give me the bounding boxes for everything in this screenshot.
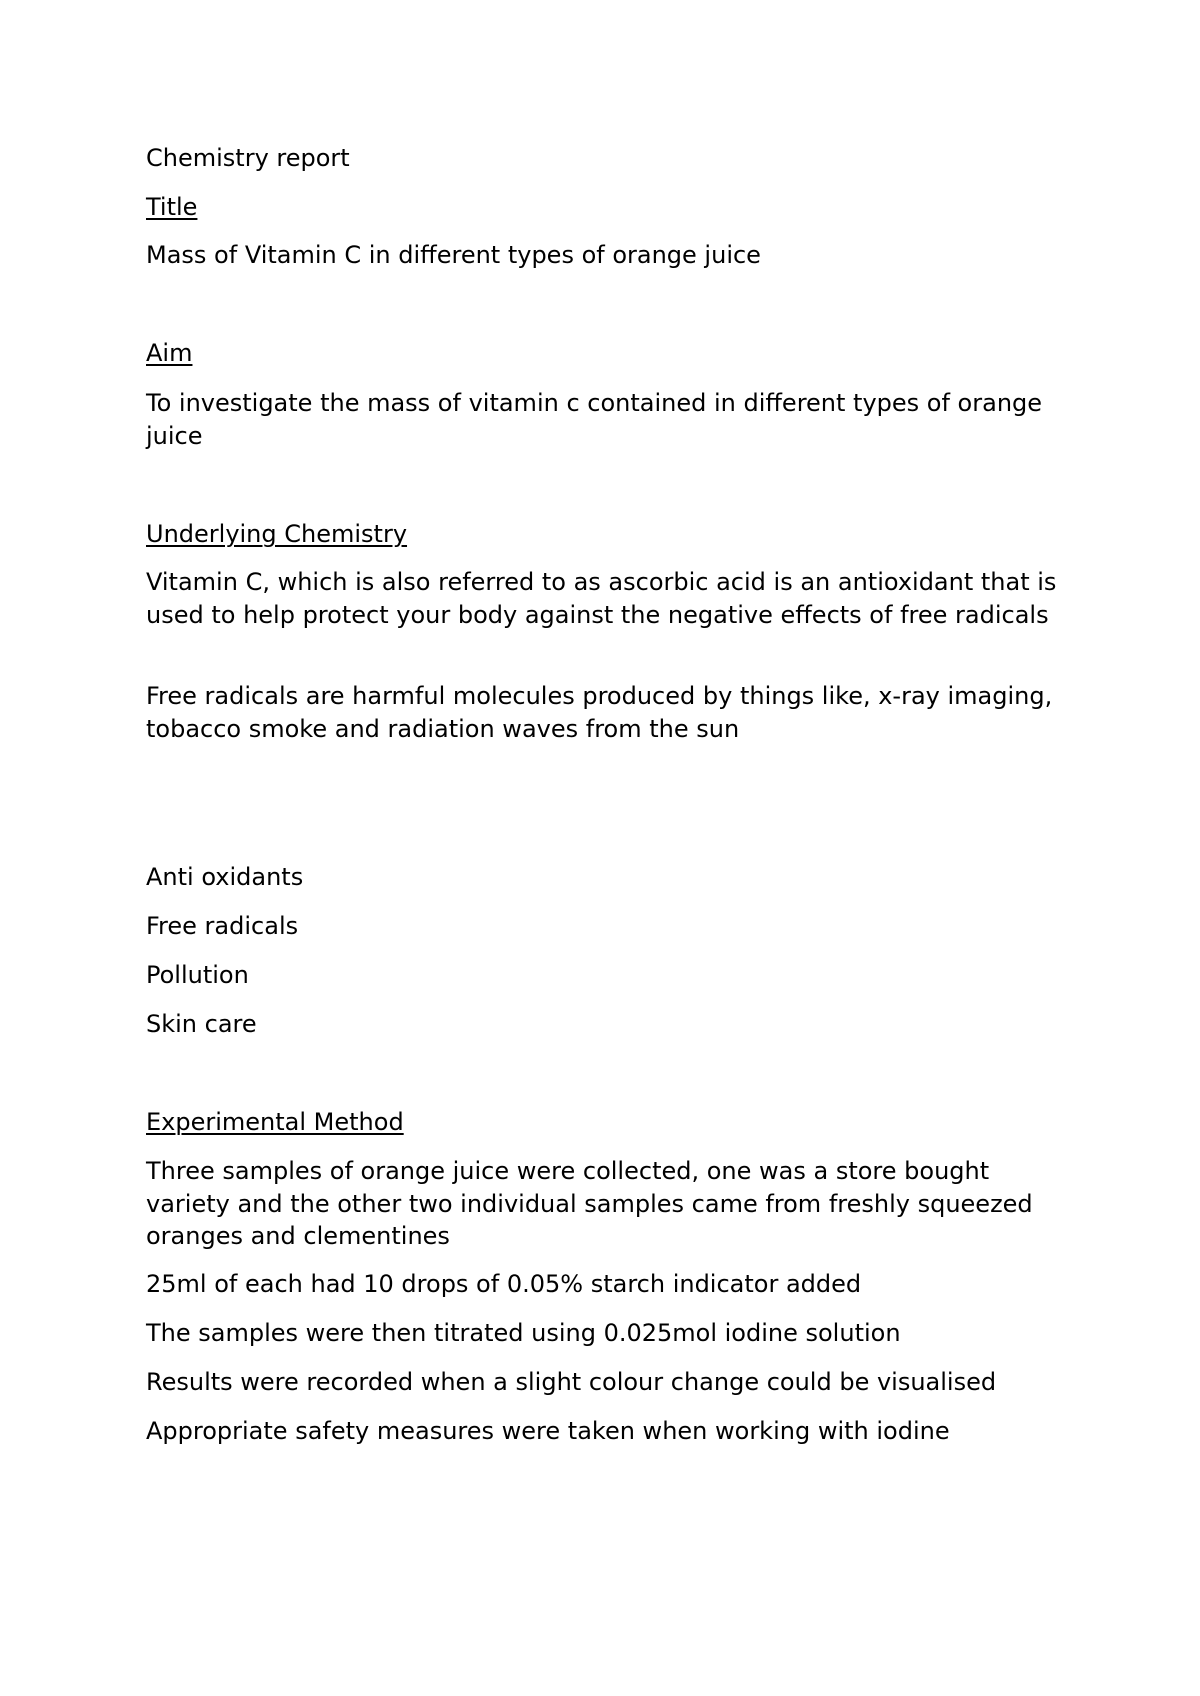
document-header: Chemistry report: [146, 144, 350, 172]
keyword-item: Free radicals: [146, 912, 299, 940]
chemistry-paragraph: Vitamin C, which is also referred to as ascorbic acid is an antioxidant that is used to help protect your body against the negative effects of free radicals: [146, 568, 1057, 629]
method-paragraph: Three samples of orange juice were collected, one was a store bought variety and the other two individual samples came from freshly squeezed oranges and clementines: [146, 1157, 1033, 1250]
keyword-item: Anti oxidants: [146, 863, 304, 891]
keyword-item: Skin care: [146, 1010, 257, 1038]
chemistry-paragraph: Free radicals are harmful molecules produced by things like, x-ray imaging, tobacco smoke and radiation waves from the sun: [146, 682, 1053, 743]
aim-text: To investigate the mass of vitamin c contained in different types of orange juice: [146, 389, 1043, 450]
method-paragraph: The samples were then titrated using 0.025mol iodine solution: [146, 1319, 901, 1347]
method-paragraph: 25ml of each had 10 drops of 0.05% starch indicator added: [146, 1270, 862, 1298]
aim-heading: Aim: [146, 339, 193, 367]
title-heading: Title: [146, 193, 198, 221]
title-text: Mass of Vitamin C in different types of orange juice: [146, 241, 761, 269]
method-paragraph: Results were recorded when a slight colour change could be visualised: [146, 1368, 997, 1396]
method-paragraph: Appropriate safety measures were taken when working with iodine: [146, 1417, 950, 1445]
experimental-method-heading: Experimental Method: [146, 1108, 404, 1136]
underlying-chemistry-heading: Underlying Chemistry: [146, 520, 408, 548]
keyword-item: Pollution: [146, 961, 249, 989]
